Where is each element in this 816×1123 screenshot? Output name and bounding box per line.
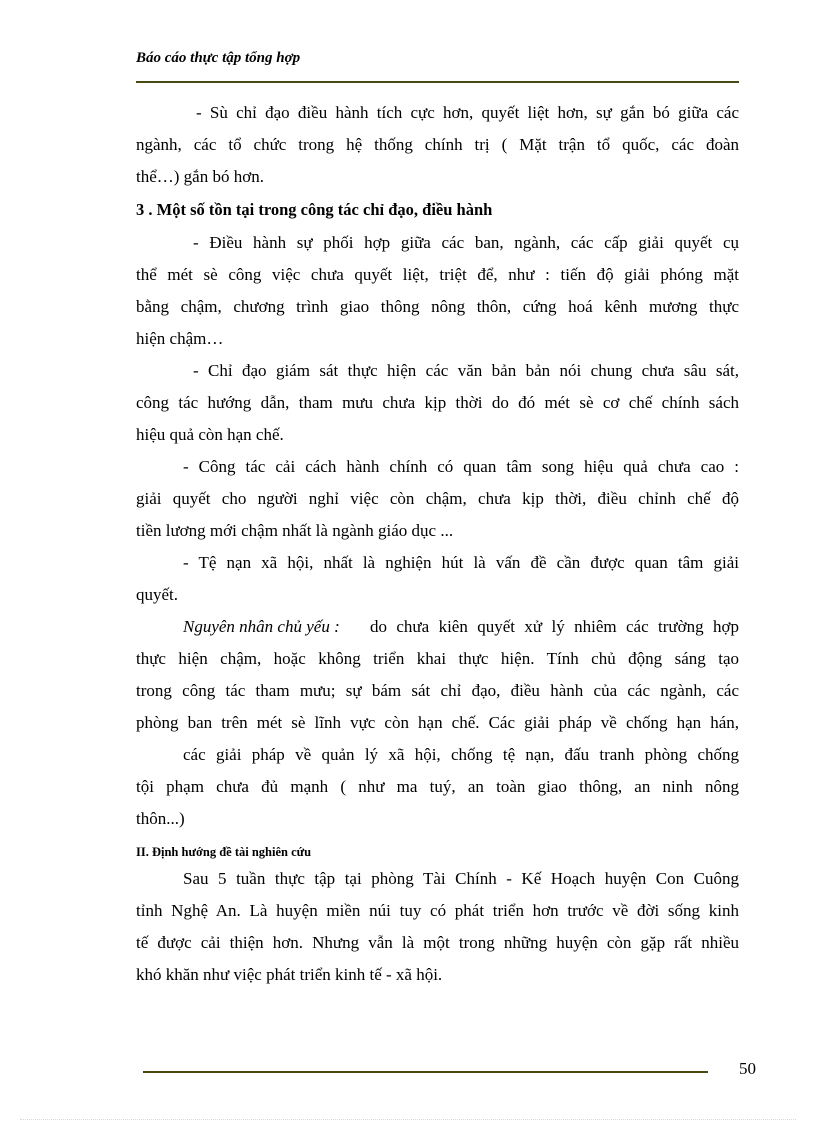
- header-rule: [136, 81, 739, 83]
- text-line: Sau 5 tuần thực tập tại phòng Tài Chính - Kế Hoạch huyện Con Cuông: [183, 869, 739, 888]
- text-line: tiền lương mới chậm nhất là ngành giáo dục ...: [136, 521, 454, 540]
- text-line: khó khăn như việc phát triển kinh tế - xã hội.: [136, 965, 443, 984]
- text-line: các giải pháp về quản lý xã hội, chống tệ nạn, đấu tranh phòng chống: [183, 745, 739, 764]
- page-bottom-edge: [20, 1119, 796, 1120]
- text-line: - Tệ nạn xã hội, nhất là nghiện hút là vấn đề cần được quan tâm giải: [183, 553, 739, 572]
- section-heading: II. Định hướng đề tài nghiên cứu: [136, 845, 312, 859]
- cause-label: Nguyên nhân chủ yếu :: [183, 617, 340, 636]
- text-line: phòng ban trên mét sè lĩnh vực còn hạn chế. Các giải pháp về chống hạn hán,: [136, 713, 739, 732]
- text-line: - Sù chỉ đạo điều hành tích cực hơn, quyết liệt hơn, sự gắn bó giữa các: [196, 103, 739, 122]
- text-line: ngành, các tổ chức trong hệ thống chính trị ( Mặt trận tổ quốc, các đoàn: [136, 135, 739, 154]
- text-line: thể…) gắn bó hơn.: [136, 167, 264, 186]
- text-line: - Điều hành sự phối hợp giữa các ban, ngành, các cấp giải quyết cụ: [193, 233, 739, 252]
- text-line: tế được cải thiện hơn. Nhưng vẫn là một trong những huyện còn gặp rất nhiều: [136, 933, 739, 952]
- text-line: do chưa kiên quyết xử lý nhiêm các trường hợp: [370, 617, 739, 636]
- text-line: bằng chậm, chương trình giao thông nông thôn, cứng hoá kênh mương thực: [136, 297, 739, 316]
- text-line: thể mét sè công việc chưa quyết liệt, triệt để, như : tiến độ giải phóng mặt: [136, 265, 739, 284]
- text-line: - Công tác cải cách hành chính có quan tâm song hiệu quả chưa cao :: [183, 457, 739, 476]
- text-line: tội phạm chưa đủ mạnh ( như ma tuý, an toàn giao thông, an ninh nông: [136, 777, 739, 796]
- text-line: trong công tác tham mưu; sự bám sát chỉ đạo, điều hành của các ngành, các: [136, 681, 739, 700]
- text-line: hiệu quả còn hạn chế.: [136, 425, 284, 444]
- text-line: thôn...): [136, 809, 185, 828]
- header-title: Báo cáo thực tập tổng hợp: [136, 50, 301, 66]
- text-line: giải quyết cho người nghỉ việc còn chậm, chưa kịp thời, điều chỉnh chế độ: [136, 489, 739, 508]
- text-line: công tác hướng dẫn, tham mưu chưa kịp thời do đó mét sè cơ chế chính sách: [136, 393, 739, 412]
- page-number: 50: [739, 1059, 756, 1078]
- text-line: - Chỉ đạo giám sát thực hiện các văn bản bản nói chung chưa sâu sát,: [193, 361, 739, 380]
- section-heading: 3 . Một số tồn tại trong công tác chỉ đạo, điều hành: [136, 200, 493, 219]
- text-line: hiện chậm…: [136, 329, 224, 348]
- text-line: tỉnh Nghệ An. Là huyện miền núi tuy có phát triển hơn trước về đời sống kinh: [136, 901, 739, 920]
- text-line: quyết.: [136, 585, 179, 604]
- text-line: thực hiện chậm, hoặc không triển khai thực hiện. Tính chủ động sáng tạo: [136, 649, 739, 668]
- footer-rule: [143, 1071, 708, 1073]
